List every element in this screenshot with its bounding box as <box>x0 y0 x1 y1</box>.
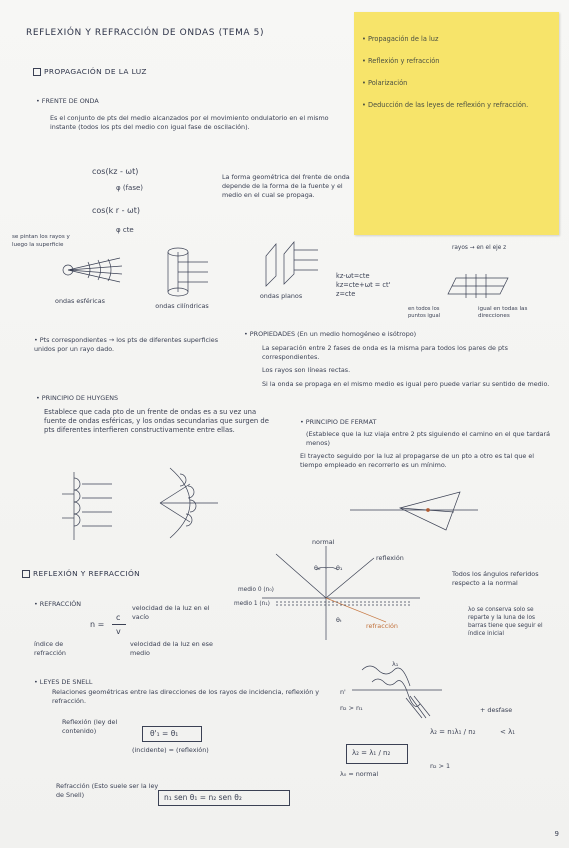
lambda-equation: λ₂ = n₁λ₁ / n₂ <box>430 728 476 736</box>
refraccion-label: • REFRACCIÓN <box>34 600 82 608</box>
fermat-subtitle: (Establece que la luz viaja entre 2 pts siguiendo el camino en el que tardará menos) <box>306 430 553 447</box>
vel-medio-note: velocidad de la luz en ese medio <box>130 640 215 657</box>
huygens-text: Establece que cada pto de un frente de ondas es a su vez una fuente de ondas esféricas, y los ondas secundarias que surgen de pts diferentes interfieren constructivamente entre ellas. <box>44 408 272 434</box>
v-symbol: v <box>116 627 121 636</box>
page-title: REFLEXIÓN Y REFRACCIÓN DE ONDAS (TEMA 5) <box>26 28 265 38</box>
indice-note: índice de refracción <box>34 640 66 657</box>
plane-grid-figure <box>446 272 512 300</box>
n-equation: n = <box>90 620 105 629</box>
property-2: Los rayos son líneas rectas. <box>262 366 351 374</box>
equation: cos(k r - ωt) <box>92 206 140 215</box>
fermat-label: • PRINCIPIO DE FERMAT <box>300 418 377 426</box>
huygens-spherical-figure <box>150 464 222 542</box>
snell-label: • LEYES DE SNELL <box>34 678 93 686</box>
rayos-note: se pintan los rayos y luego la superficie <box>12 234 72 248</box>
snell-text: Relaciones geométricas entre las direcciones de los rayos de incidencia, reflexión y refracción. <box>52 688 322 705</box>
equation-label: φ (fase) <box>116 184 144 192</box>
desfase-note: + desfase <box>480 706 513 714</box>
cylindrical-wave-figure <box>160 244 212 300</box>
equation: cos(kz - ωt) <box>92 167 139 176</box>
sticky-note <box>354 12 559 235</box>
reflexion-law-label: Reflexión (ley del contenido) <box>62 718 120 735</box>
n2-relation: n₂ > 1 <box>430 762 451 770</box>
section-heading: PROPAGACIÓN DE LA LUZ <box>44 67 147 76</box>
label-medio1: medio 1 (n₁) <box>234 601 270 607</box>
caption-esfericas: ondas esféricas <box>55 297 105 305</box>
huygens-label: • PRINCIPIO DE HUYGENS <box>36 394 119 402</box>
sticky-item: • Deducción de las leyes de reflexión y refracción. <box>362 101 529 109</box>
label-reflexion: reflexión <box>376 554 404 562</box>
vel-vacio-note: velocidad de la luz en el vacío <box>132 604 212 621</box>
section-checkbox <box>22 570 30 578</box>
lambda-note: λ₀ = normal <box>340 770 379 778</box>
refraccion-law-label: Refracción (Esto suele ser la ley de Snell) <box>56 782 161 799</box>
frente-definition: Es el conjunto de pts del medio alcanzados por el movimiento ondulatorio en el mismo instante (todos los pts del medio con igual fase de oscilación). <box>50 114 331 131</box>
igual-note: igual en todas las direcciones <box>478 306 530 319</box>
correspondientes-note: • Pts correspondientes → los pts de diferentes superficies unidos por un rayo dado. <box>34 336 221 353</box>
sticky-item: • Reflexión y refracción <box>362 57 440 65</box>
rayos-eje-note: rayos → en el eje z <box>452 245 507 251</box>
wavelength-diagram <box>352 660 442 720</box>
property-3: Si la onda se propaga en el mismo medio es igual pero puede variar su sentido de medio. <box>262 380 550 388</box>
propiedades-label: • PROPIEDADES (En un medio homogéneo e isótropo) <box>244 330 417 338</box>
plane-equation: kz-ωt=cte kz=cte+ωt = ct' z=cte <box>336 272 391 298</box>
todos-los-note: en todos los puntos igual <box>408 306 442 319</box>
label-theta0: θ₀ <box>314 564 321 572</box>
n-relation: n₂ > n₁ <box>340 704 363 712</box>
snell-law: n₁ sen θ₁ = n₂ sen θ₂ <box>164 793 242 802</box>
forma-note: La forma geométrica del frente de onda depende de la forma de la fuente y el medio en el cual se propaga. <box>222 173 352 199</box>
reflexion-law: θ'₁ = θ₁ <box>150 729 179 738</box>
label-refraccion: refracción <box>366 622 398 630</box>
caption-cilindricas: ondas cilíndricas <box>155 302 209 310</box>
frente-label: • FRENTE DE ONDA <box>36 97 99 105</box>
fraction-bar <box>112 624 126 625</box>
fermat-path-figure <box>350 490 480 536</box>
n-prime-label: n' <box>340 688 346 696</box>
label-thetat: θₜ <box>336 616 342 624</box>
sticky-item: • Propagación de la luz <box>362 35 439 43</box>
lambda-lt: < λ₁ <box>500 728 516 736</box>
c-symbol: c <box>116 613 121 622</box>
incidente-note: (incidente) = (reflexión) <box>132 746 209 754</box>
plane-wave-figure <box>262 236 322 288</box>
label-normal: normal <box>312 538 335 546</box>
lambda1-label: λ₁ <box>392 660 399 668</box>
fermat-text: El trayecto seguido por la luz al propagarse de un pto a otro es tal que el tiempo empleado en recorrerlo es un mínimo. <box>300 452 537 469</box>
section-heading: REFLEXIÓN Y REFRACCIÓN <box>33 569 141 578</box>
conserva-note: λo se conserva solo se reparte y la luna de los barras tiene que seguir el índice inicial <box>468 607 545 637</box>
spherical-wave-figure <box>58 252 128 288</box>
page-number: 9 <box>554 830 559 838</box>
lambda-equation-boxed: λ₂ = λ₁ / n₂ <box>352 749 391 757</box>
sticky-item: • Polarización <box>362 79 408 87</box>
caption-planos: ondas planos <box>259 292 303 300</box>
section-checkbox <box>33 68 41 76</box>
label-medio0: medio 0 (n₀) <box>238 587 274 593</box>
equation-label: φ cte <box>116 226 134 234</box>
property-1: La separación entre 2 fases de onda es la misma para todos los pares de pts correspondientes. <box>262 344 510 361</box>
huygens-plane-figure <box>62 470 118 542</box>
label-theta1: θ₁ <box>336 564 343 572</box>
angulos-note: Todos los ángulos referidos respecto a la normal <box>452 570 541 587</box>
